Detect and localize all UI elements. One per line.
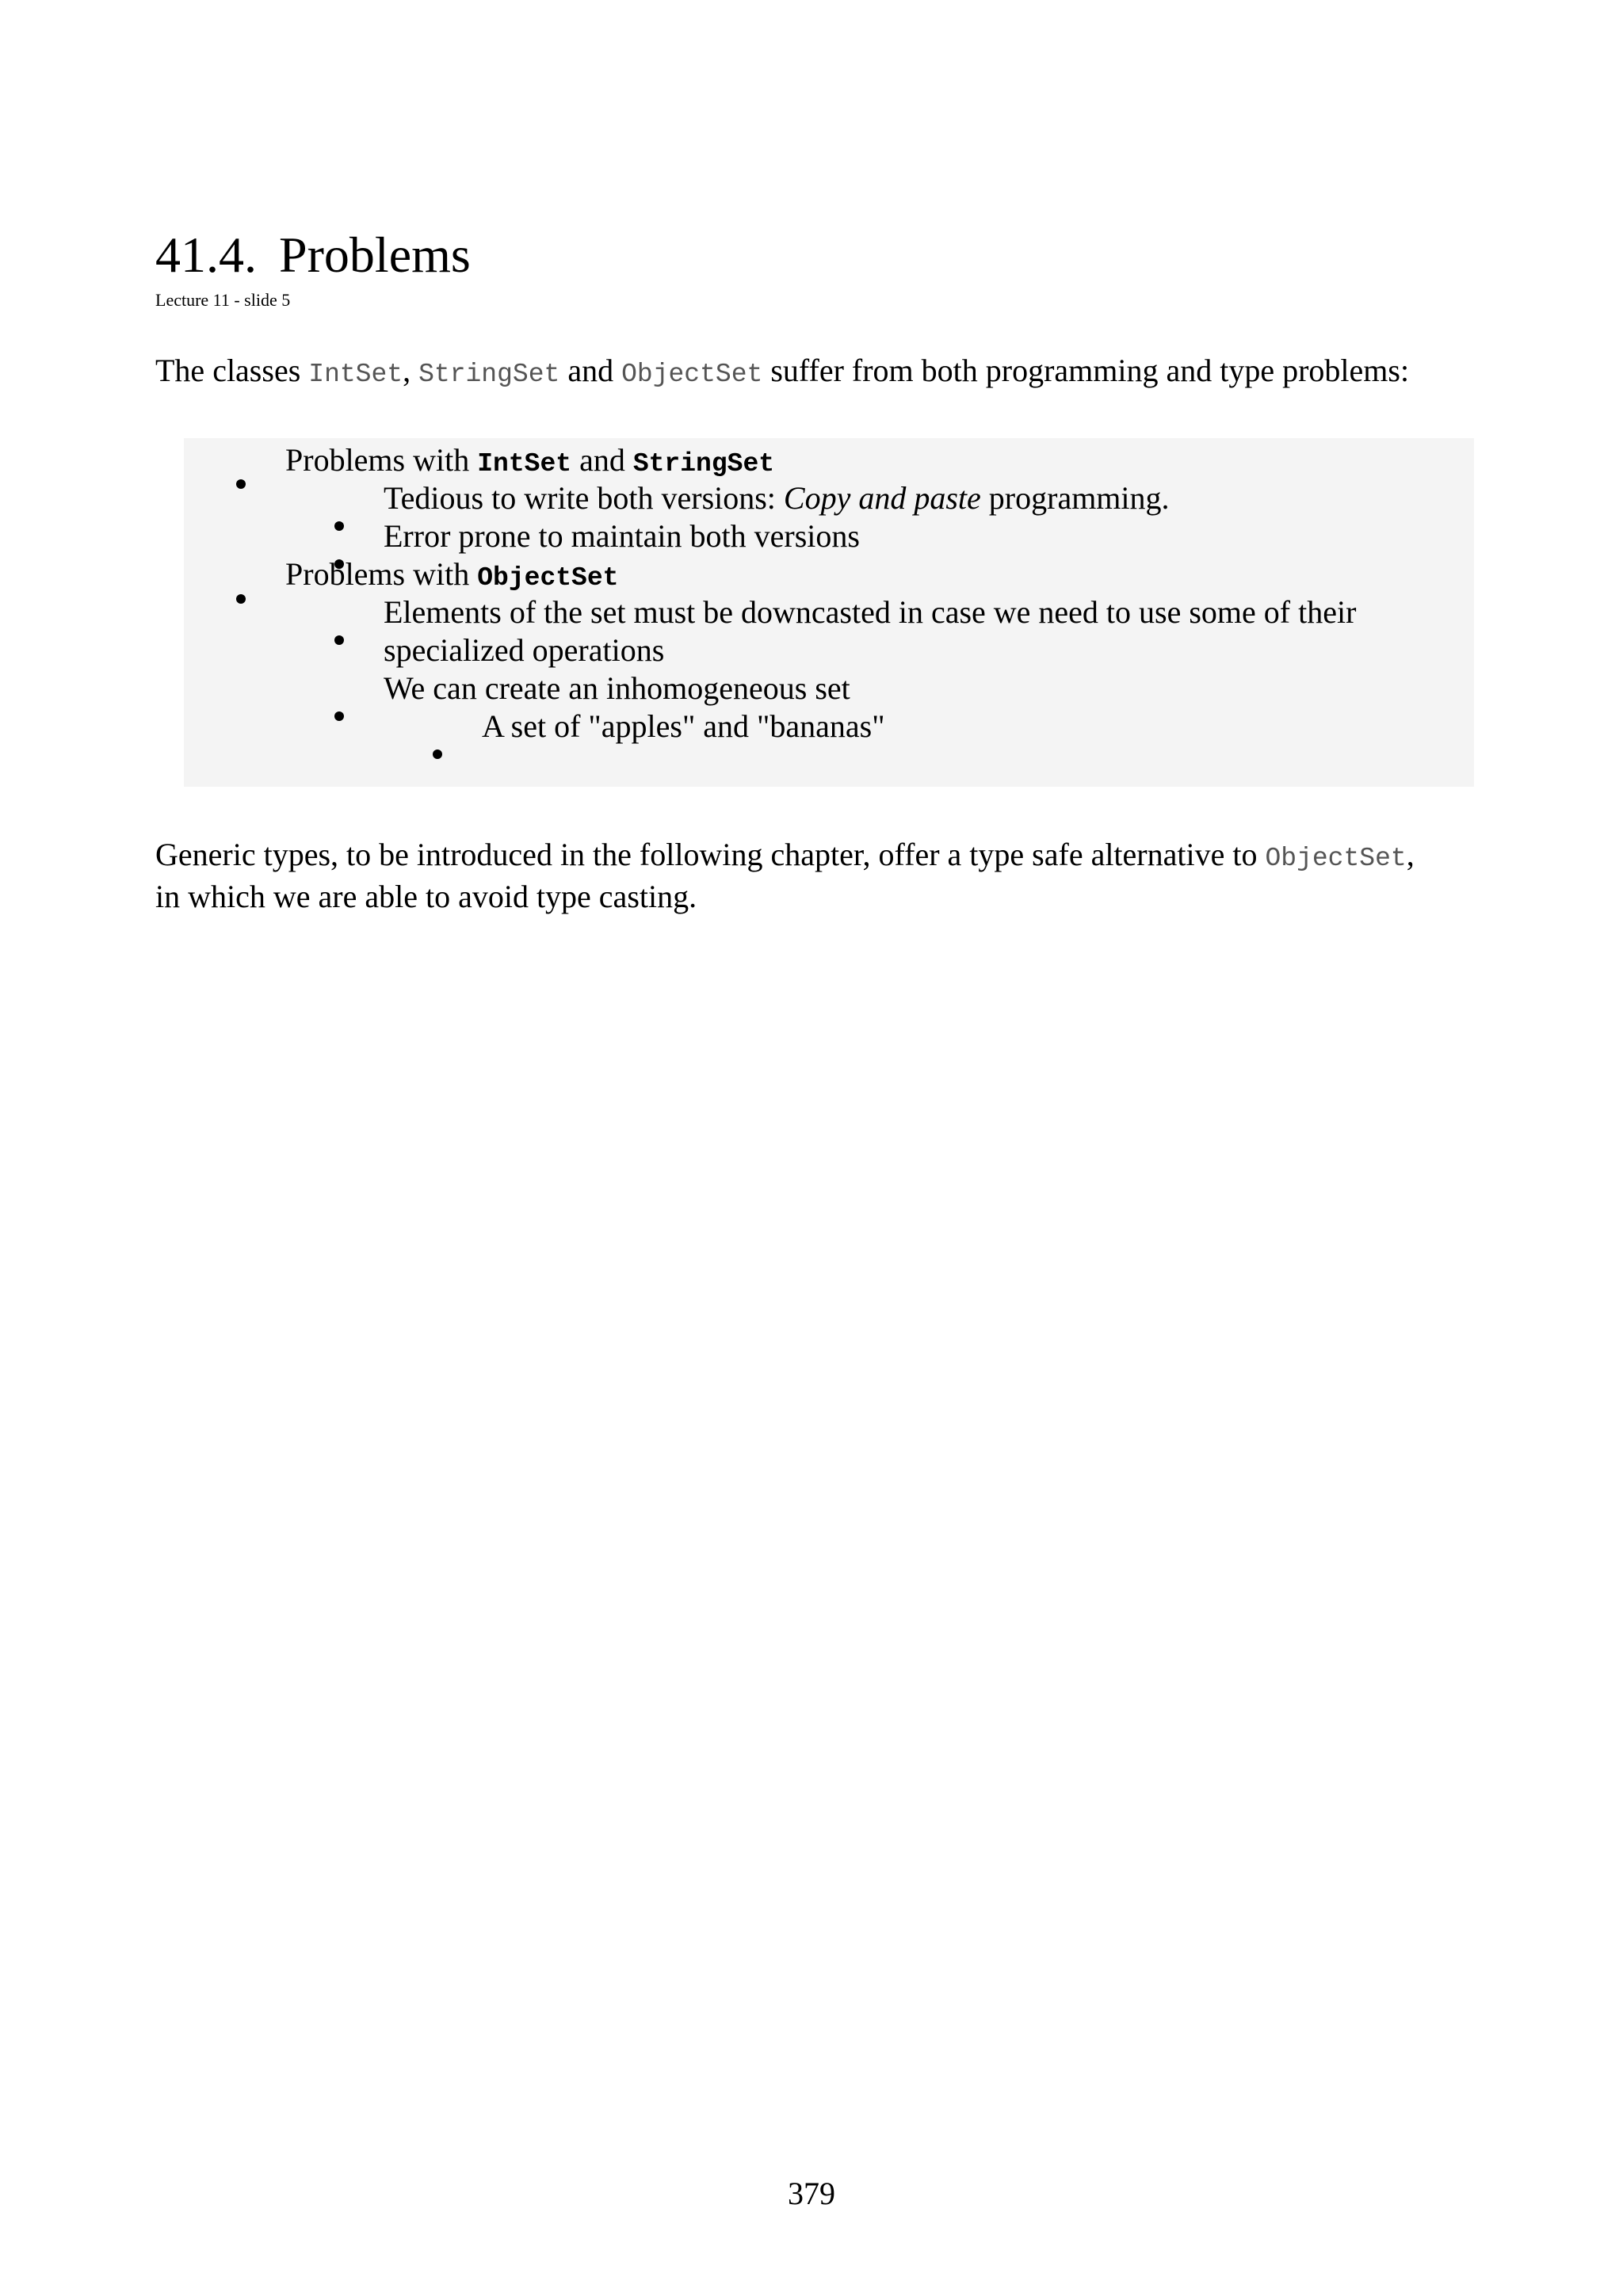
closing-text-2: , xyxy=(1406,837,1415,872)
item-text: Problems with xyxy=(285,556,478,592)
code-intset: IntSet xyxy=(308,360,403,389)
intro-text-4: suffer from both programming and type problems: xyxy=(762,353,1410,388)
intro-text-1: The classes xyxy=(155,353,309,388)
list-item-downcast-line1: Elements of the set must be downcasted in case we need to use some of their xyxy=(384,594,1357,630)
list-item-downcast-line2: specialized operations xyxy=(384,632,665,668)
closing-text-1: Generic types, to be introduced in the following chapter, offer a type safe alternative to xyxy=(155,837,1266,872)
item-text: Problems with xyxy=(285,442,478,478)
code-intset: IntSet xyxy=(477,449,572,479)
code-stringset: StringSet xyxy=(418,360,560,389)
section-number: 41.4. xyxy=(155,227,257,283)
section-title: Problems xyxy=(279,227,471,283)
item-text: programming. xyxy=(980,480,1170,516)
list-item-inhomogeneous: We can create an inhomogeneous set xyxy=(384,670,850,706)
intro-text-3: and xyxy=(559,353,622,388)
intro-paragraph xyxy=(155,352,1487,394)
intro-text-2: , xyxy=(403,353,419,388)
closing-paragraph xyxy=(155,836,1487,916)
list-item-intset-stringset xyxy=(285,441,774,483)
item-text: Tedious to write both versions: xyxy=(384,480,784,516)
list-item-objectset xyxy=(285,555,618,597)
bullet-icon xyxy=(334,711,344,721)
item-text: and xyxy=(571,442,633,478)
code-objectset: ObjectSet xyxy=(621,360,763,389)
list-item-tedious xyxy=(384,479,1170,517)
bullet-icon xyxy=(236,594,246,604)
slide-reference: Lecture 11 - slide 5 xyxy=(155,290,291,310)
section-heading xyxy=(155,227,471,283)
list-item-apples-bananas: A set of "apples" and "bananas" xyxy=(482,708,885,744)
code-stringset: StringSet xyxy=(632,449,775,479)
code-objectset: ObjectSet xyxy=(477,563,619,593)
bullet-icon xyxy=(236,479,246,489)
bullet-icon xyxy=(433,749,442,759)
closing-text-3: in which we are able to avoid type casting. xyxy=(155,879,697,914)
code-objectset: ObjectSet xyxy=(1265,844,1407,873)
bullet-icon xyxy=(334,521,344,531)
emphasis-text: Copy and paste xyxy=(783,480,981,516)
list-item-error-prone: Error prone to maintain both versions xyxy=(384,518,860,554)
bullet-icon xyxy=(334,635,344,645)
page-number: 379 xyxy=(788,2176,835,2211)
